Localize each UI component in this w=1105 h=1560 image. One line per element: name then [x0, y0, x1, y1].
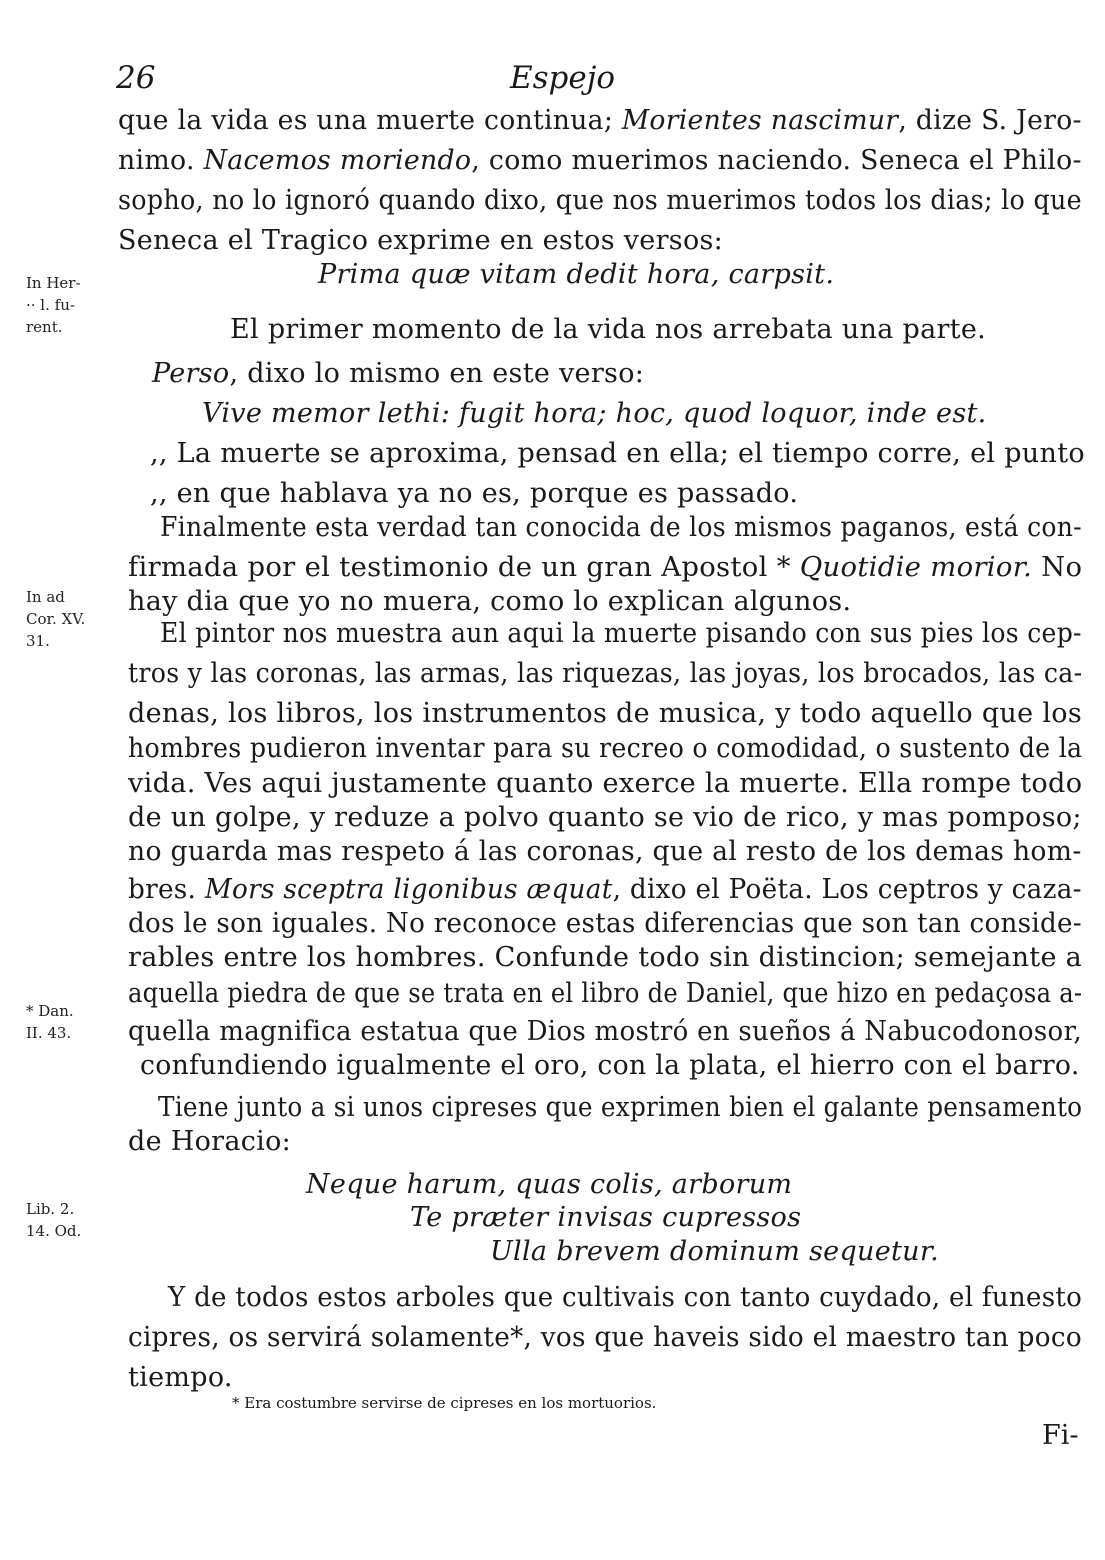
text-line: [128, 1320, 1082, 1356]
text-line: [128, 1014, 1082, 1050]
text-line: [128, 906, 1082, 942]
text-span: Seneca el Tragico exprime en estos versos:: [118, 225, 724, 256]
margin-note-line: Lib. 2.: [26, 1200, 75, 1218]
text-span: no guarda mas respeto á las coronas, que al resto de los demas hom-: [128, 836, 1082, 867]
text-span: bres.: [128, 874, 205, 905]
text-span: cipres, os servirá solamente*, vos que haveis sido el maestro tan poco: [128, 1322, 1082, 1353]
text-line: [128, 584, 851, 620]
text-span: aquella piedra de que se trata en el libro de Daniel, que hizo en pedaçosa a-: [128, 978, 1083, 1009]
italic-text: Prima quæ vitam dedit hora, carpsit.: [318, 259, 835, 290]
text-span: hombres pudieron inventar para su recreo o comodidad, o sustento de la: [128, 733, 1083, 764]
text-span: tros y las coronas, las armas, las riquezas, las joyas, los brocados, las ca-: [128, 658, 1083, 689]
italic-text: Perso: [152, 358, 230, 389]
text-span: vida. Ves aqui justamente quanto exerce la muerte. Ella rompe todo: [128, 768, 1083, 799]
text-span: Y de todos estos arboles que cultivais con tanto cuydado, el funesto: [168, 1282, 1083, 1313]
text-line: [128, 1360, 233, 1396]
margin-note-line: * Dan.: [26, 1002, 74, 1020]
text-span: sopho, no lo ignoró quando dixo, que nos muerimos todos los dias; lo que: [118, 185, 1082, 216]
italic-text: Ulla brevem dominum sequetur.: [490, 1236, 939, 1267]
italic-text: Quotidie morior.: [799, 552, 1033, 583]
text-span: de un golpe, y reduze a polvo quanto se vio de rico, y mas pomposo;: [128, 802, 1082, 833]
text-line: [118, 223, 723, 259]
text-line: [150, 436, 1085, 472]
text-span: Tiene junto a si unos cipreses que exprimen bien el galante pensamento: [158, 1092, 1083, 1123]
text-span: rables entre los hombres. Confunde todo sin distincion; semejante a: [128, 942, 1083, 973]
italic-text: Mors sceptra ligonibus æquat: [204, 874, 613, 905]
italic-text: Neque harum, quas colis, arborum: [306, 1169, 793, 1200]
text-span: tiempo.: [128, 1362, 233, 1393]
text-line: [128, 550, 1082, 586]
text-span: No: [1032, 552, 1083, 583]
text-line: [152, 356, 644, 392]
text-span: nimo.: [118, 145, 204, 176]
text-line: [128, 940, 1082, 976]
text-line: [128, 800, 1082, 836]
text-line: [128, 656, 1082, 692]
text-span: , como muerimos naciendo. Seneca el Philo-: [471, 145, 1082, 176]
text-line: [160, 510, 1082, 546]
text-span: ,, La muerte se aproxima, pensad en ella; el tiempo corre, el punto: [150, 438, 1085, 469]
text-line: [202, 396, 987, 432]
margin-note-line: ·· l. fu-: [26, 296, 75, 314]
margin-note-line: 14. Od.: [26, 1222, 82, 1240]
text-span: , dixo el Poëta. Los ceptros y caza-: [612, 874, 1082, 905]
text-span: hay dia que yo no muera, como lo explican algunos.: [128, 586, 852, 617]
text-line: [230, 312, 986, 348]
text-span: confundiendo igualmente el oro, con la plata, el hierro con el barro.: [140, 1050, 1080, 1081]
text-span: , dize S. Jero-: [898, 105, 1082, 136]
text-line: [158, 1090, 1082, 1126]
margin-note: [26, 586, 85, 652]
text-span: dos le son iguales. No reconoce estas diferencias que son tan conside-: [128, 908, 1082, 939]
text-span: firmada por el testimonio de un gran Apostol *: [128, 552, 800, 583]
text-line: [490, 1234, 939, 1270]
text-span: El primer momento de la vida nos arrebata una parte.: [230, 314, 986, 345]
text-line: [306, 1167, 792, 1203]
text-line: [118, 183, 1082, 219]
margin-note-line: Cor. XV.: [26, 610, 86, 628]
italic-text: Te præter invisas cupressos: [410, 1202, 802, 1233]
text-line: [318, 257, 834, 293]
page-number: 26: [116, 60, 156, 96]
margin-note-line: II. 43.: [26, 1024, 72, 1042]
italic-text: Morientes nascimur: [621, 105, 899, 136]
text-span: , dixo lo mismo en este verso:: [229, 358, 645, 389]
text-line: [128, 731, 1082, 767]
text-span: Finalmente esta verdad tan conocida de los mismos paganos, está con-: [160, 512, 1082, 543]
text-line: [410, 1200, 801, 1236]
footnote: * Era costumbre servirse de cipreses en los mortuorios.: [232, 1394, 657, 1412]
italic-text: Vive memor lethi: fugit hora; hoc, quod loquor, inde est.: [202, 398, 987, 429]
text-line: [128, 696, 1082, 732]
catchword: Fi-: [1042, 1420, 1079, 1451]
margin-note-line: rent.: [26, 318, 63, 336]
text-line: [150, 476, 798, 512]
text-line: [160, 616, 1082, 652]
text-span: El pintor nos muestra aun aqui la muerte pisando con sus pies los cep-: [160, 618, 1082, 649]
italic-text: Nacemos moriendo: [203, 145, 472, 176]
margin-note: [26, 272, 81, 338]
text-line: [128, 834, 1082, 870]
text-line: [128, 872, 1082, 908]
text-line: [118, 103, 1082, 139]
text-line: [168, 1280, 1082, 1316]
text-line: [128, 976, 1082, 1012]
running-title: Espejo: [510, 60, 616, 96]
margin-note: [26, 1198, 81, 1242]
margin-note-line: In Her-: [26, 274, 81, 292]
text-span: ,, en que hablava ya no es, porque es passado.: [150, 478, 799, 509]
text-span: denas, los libros, los instrumentos de musica, y todo aquello que los: [128, 698, 1083, 729]
text-span: que la vida es una muerte continua;: [118, 105, 622, 136]
text-span: quella magnifica estatua que Dios mostró en sueños á Nabucodonosor,: [128, 1016, 1082, 1047]
margin-note-line: In ad: [26, 588, 65, 606]
margin-note-line: 31.: [26, 632, 50, 650]
margin-note: [26, 1000, 74, 1044]
text-line: [140, 1048, 1080, 1084]
text-line: [128, 766, 1082, 802]
text-line: [128, 1124, 291, 1160]
text-span: de Horacio:: [128, 1126, 292, 1157]
text-line: [118, 143, 1082, 179]
